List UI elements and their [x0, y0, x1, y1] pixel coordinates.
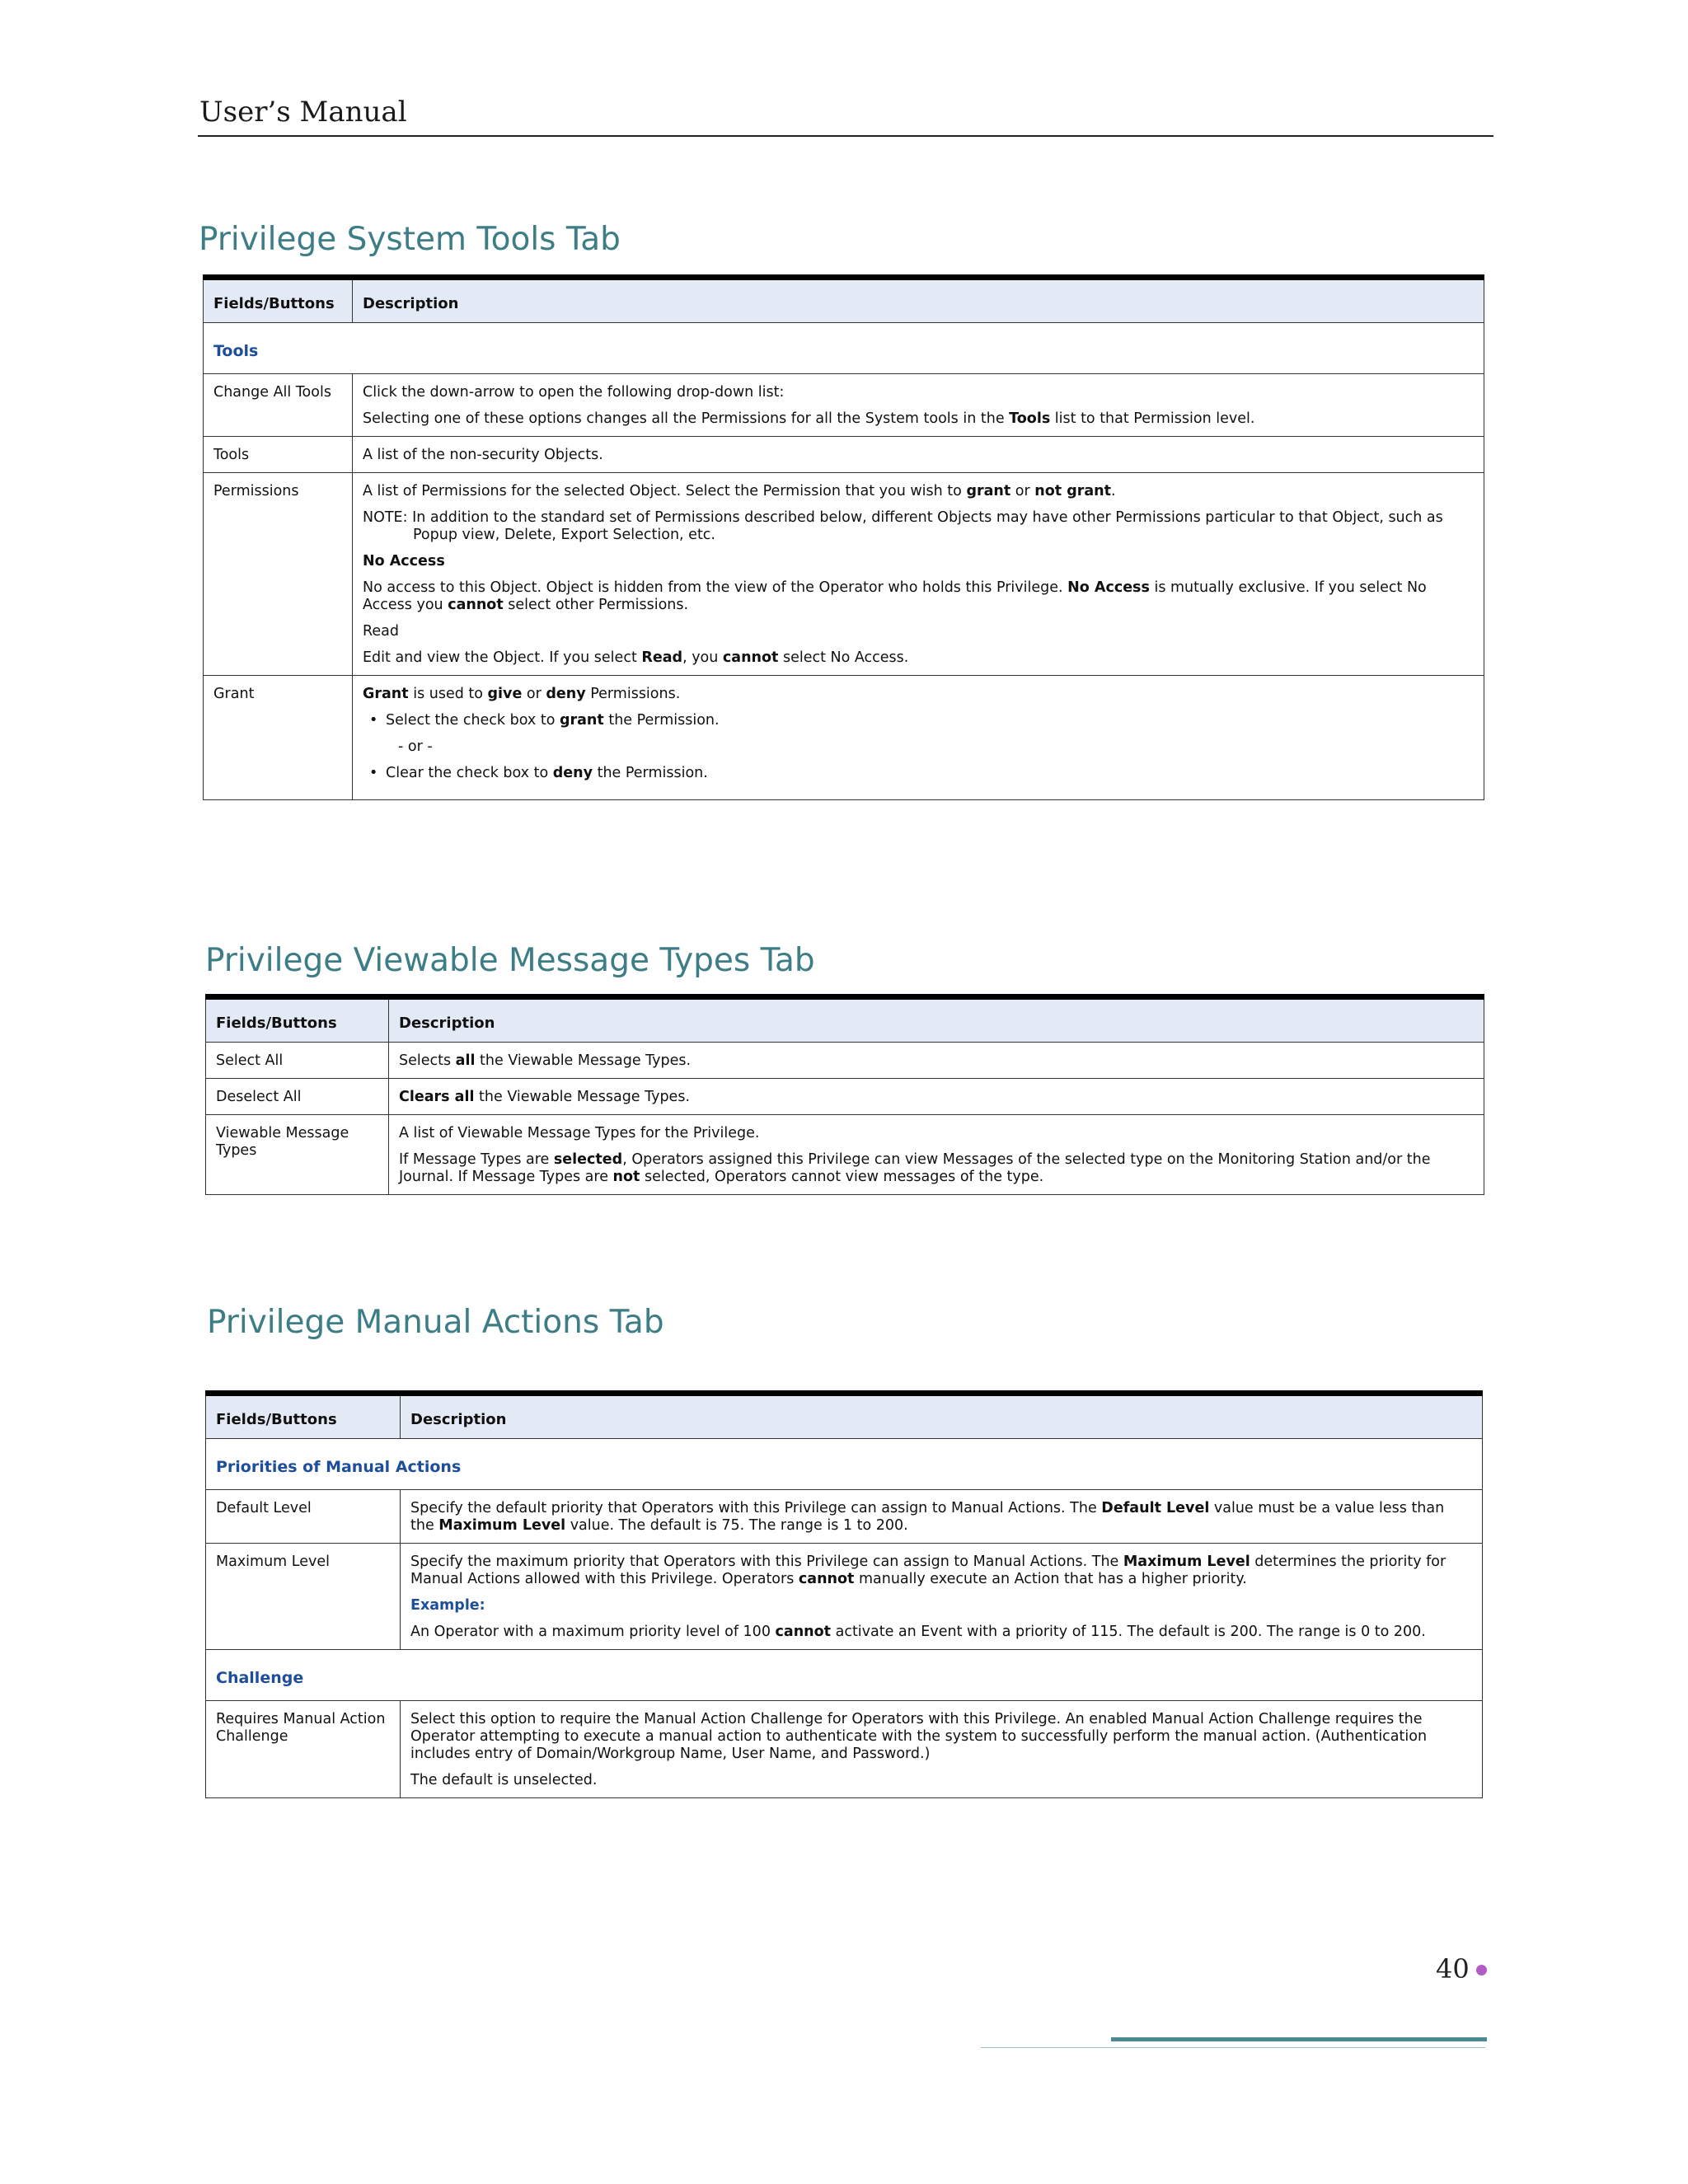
field-name: Permissions [204, 473, 353, 676]
table-row-select-all [206, 1043, 1484, 1079]
column-header-description: Description [389, 997, 1484, 1043]
description-text: If Message Types are selected, Operators assigned this Privilege can view Messages of the selected type on the Monitoring Station and/or the Journal. If Message Types are not selected, Operators cannot view messages of the type. [399, 1151, 1431, 1185]
field-name: Grant [204, 676, 353, 800]
description-text: Click the down-arrow to open the following drop-down list: [363, 384, 785, 401]
description-text: Selects all the Viewable Message Types. [399, 1052, 692, 1069]
manual-title: User’s Manual [199, 96, 407, 129]
section-title-manual-actions: Privilege Manual Actions Tab [207, 1304, 664, 1341]
description-text: The default is unselected. [410, 1772, 598, 1788]
column-header-fields: Fields/Buttons [204, 278, 353, 323]
table-header-row [204, 278, 1484, 323]
description-text: Specify the maximum priority that Operators with this Privilege can assign to Manual Actions. The Maximum Level determines the priority for Manual Actions allowed with this Privilege. Operators cannot manually execute an Action that has a higher priority. [410, 1554, 1447, 1587]
field-description [389, 1115, 1484, 1195]
field-description [353, 374, 1484, 437]
section-title-system-tools: Privilege System Tools Tab [199, 221, 621, 258]
field-description [401, 1490, 1483, 1544]
description-text: A list of Viewable Message Types for the Privilege. [399, 1125, 760, 1141]
description-text: Specify the default priority that Operators with this Privilege can assign to Manual Actions. The Default Level value must be a value less than the Maximum Level value. The default is 75. The range is 1 to 200. [410, 1500, 1445, 1534]
table-row-requires-challenge [206, 1701, 1483, 1798]
page-number: 40 [1436, 1953, 1470, 1985]
column-header-fields: Fields/Buttons [206, 1394, 401, 1439]
column-header-description: Description [401, 1394, 1483, 1439]
group-row-tools [204, 323, 1484, 374]
field-description [401, 1544, 1483, 1650]
field-description [353, 437, 1484, 473]
description-text: No access to this Object. Object is hidden from the view of the Operator who holds this Privilege. No Access is mutually exclusive. If you select No Access you cannot select other Permissions. [363, 579, 1427, 613]
table-row-permissions [204, 473, 1484, 676]
description-text: Clears all the Viewable Message Types. [399, 1089, 691, 1105]
column-header-description: Description [353, 278, 1484, 323]
group-label-tools: Tools [204, 323, 1484, 374]
bullet-item: • Select the check box to grant the Permission. [363, 712, 1474, 729]
table-row-viewable-message-types [206, 1115, 1484, 1195]
footer-accent-bar [1111, 2037, 1487, 2041]
section-title-viewable-message-types: Privilege Viewable Message Types Tab [205, 942, 815, 979]
table-row-grant [204, 676, 1484, 800]
column-header-fields: Fields/Buttons [206, 997, 389, 1043]
table-header-row [206, 1394, 1483, 1439]
table-header-row [206, 997, 1484, 1043]
field-description [353, 473, 1484, 676]
group-row-challenge [206, 1650, 1483, 1701]
page-header [198, 92, 1493, 137]
or-separator: - or - [398, 738, 433, 755]
field-description [353, 676, 1484, 800]
group-row-priorities [206, 1439, 1483, 1490]
description-text: Select this option to require the Manual Action Challenge for Operators with this Privilege. An enabled Manual Action Challenge requires the Operator attempting to execute a manual action to authenticate with the system to successfully perform the manual action. (Authentication includes entry of Domain/Workgroup Name, User Name, and Password.) [410, 1711, 1428, 1762]
manual-actions-table [205, 1390, 1483, 1798]
bullet-dot-icon [1476, 1965, 1487, 1975]
description-text: Grant is used to give or deny Permissions. [363, 686, 681, 702]
group-label-challenge: Challenge [206, 1650, 1483, 1701]
example-heading: Example: [410, 1597, 485, 1614]
subheading-no-access: No Access [363, 553, 445, 569]
field-description [401, 1701, 1483, 1798]
table-row-maximum-level [206, 1544, 1483, 1650]
description-text: A list of the non-security Objects. [363, 447, 603, 463]
description-text: A list of Permissions for the selected Object. Select the Permission that you wish to grant or not grant. [363, 483, 1116, 499]
description-text: Selecting one of these options changes all the Permissions for all the System tools in the Tools list to that Permission level. [363, 410, 1255, 427]
note-text: NOTE: In addition to the standard set of Permissions described below, different Objects may have other Permissions particular to that Object, such as Popup view, Delete, Export Selection, etc. [363, 509, 1443, 543]
field-name: Deselect All [206, 1079, 389, 1115]
field-description [389, 1079, 1484, 1115]
system-tools-table [203, 274, 1484, 800]
field-name: Tools [204, 437, 353, 473]
table-row-change-all-tools [204, 374, 1484, 437]
table-row-default-level [206, 1490, 1483, 1544]
field-name: Viewable Message Types [206, 1115, 389, 1195]
field-name: Maximum Level [206, 1544, 401, 1650]
subheading-read: Read [363, 623, 399, 640]
field-description [389, 1043, 1484, 1079]
field-name: Requires Manual Action Challenge [206, 1701, 401, 1798]
footer-divider [981, 2047, 1485, 2048]
field-name: Default Level [206, 1490, 401, 1544]
viewable-message-types-table [205, 994, 1484, 1195]
description-text: Edit and view the Object. If you select Read, you cannot select No Access. [363, 649, 909, 666]
field-name: Change All Tools [204, 374, 353, 437]
example-text: An Operator with a maximum priority level of 100 cannot activate an Event with a priority of 115. The default is 200. The range is 0 to 200. [410, 1624, 1426, 1640]
bullet-item: • Clear the check box to deny the Permission. [363, 765, 1474, 782]
table-row-tools [204, 437, 1484, 473]
table-row-deselect-all [206, 1079, 1484, 1115]
group-label-priorities: Priorities of Manual Actions [206, 1439, 1483, 1490]
field-name: Select All [206, 1043, 389, 1079]
